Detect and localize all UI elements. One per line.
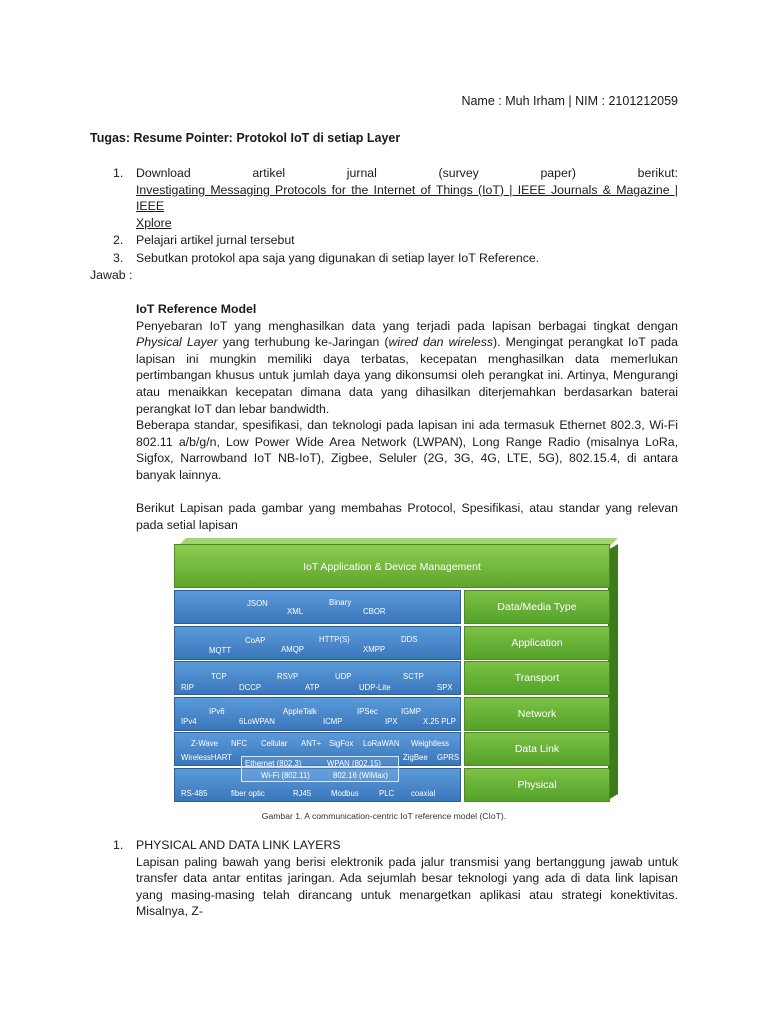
paragraph-3: Berikut Lapisan pada gambar yang membahas Protocol, Spesifikasi, atau standar yang relevan pada setial lapisan (136, 501, 678, 532)
protocol-label: UDP (335, 672, 352, 681)
layer-label-network: Network (464, 697, 610, 731)
task-item-3 (90, 250, 678, 267)
protocol-label: Cellular (261, 739, 288, 748)
protocol-label: DCCP (239, 683, 262, 692)
protocol-label: CoAP (245, 635, 266, 645)
protocol-label: SPX (437, 683, 453, 692)
protocol-label: LoRaWAN (363, 739, 400, 748)
layer-row-network (174, 697, 610, 731)
section-paragraph: Lapisan paling bawah yang berisi elektronik pada jalur transmisi yang bertanggung jawab untuk transfer data antar entitas jaringan. Ada sejumlah besar teknologi yang ada di data link lapisan yang masing-masing telah dirancang untuk menargetkan aplikasi atau strategi konektivitas. Misalnya, Z- (136, 854, 678, 919)
figure-caption: Gambar 1. A communication-centric IoT reference model (CIoT). (261, 811, 507, 821)
protocol-label: NFC (231, 739, 248, 748)
protocol-label: IPSec (357, 706, 378, 716)
layer-row-data-media (174, 590, 610, 624)
protocol-label: Binary (329, 598, 352, 607)
protocol-label: 802.16 (WiMax) (333, 770, 389, 780)
protocol-label: RIP (181, 683, 194, 692)
protocol-label: UDP-Lite (359, 683, 391, 692)
protocol-label: X.25 PLP (423, 716, 456, 726)
layer-row-physical (174, 758, 610, 802)
answer-body (136, 301, 678, 533)
list-number: 2. (113, 233, 124, 248)
task-item-2 (90, 232, 678, 249)
layer-row-application (174, 626, 610, 660)
protocol-label: IPv4 (181, 716, 197, 726)
layer-label-physical: Physical (464, 768, 610, 802)
protocol-label: TCP (211, 672, 227, 681)
layer-label-data-link: Data Link (464, 732, 610, 766)
task-item-1 (90, 165, 678, 231)
protocol-label: Weightless (411, 739, 449, 748)
protocol-block (174, 661, 461, 695)
protocol-label: SigFox (329, 739, 354, 748)
protocol-block (174, 626, 461, 660)
section-heading (90, 837, 678, 854)
protocol-label: coaxial (411, 788, 436, 798)
protocol-label: SCTP (403, 672, 424, 681)
protocol-label: WirelessHART (181, 753, 232, 762)
protocol-label: XMPP (363, 644, 386, 654)
protocol-label: WPAN (802.15) (327, 758, 382, 768)
protocol-label: ICMP (323, 716, 343, 726)
task-list (90, 165, 678, 268)
section-physical-data-link (90, 837, 678, 920)
layer-app-device-management: IoT Application & Device Management (174, 544, 610, 588)
article-link-line1[interactable]: Investigating Messaging Protocols for the Internet of Things (IoT) | IEEE Journals & Magazine | IEEE (136, 182, 678, 214)
layer-row-transport (174, 661, 610, 695)
protocol-label: Z-Wave (191, 739, 218, 748)
protocol-label: DDS (401, 634, 418, 644)
protocol-label: IPX (385, 716, 398, 726)
protocol-label: XML (287, 607, 304, 616)
protocol-label: GPRS (437, 753, 460, 762)
protocol-label: HTTP(S) (319, 634, 350, 644)
protocol-label: ANT+ (301, 739, 322, 748)
italic-term: wired dan wireless (388, 335, 494, 350)
protocol-block (174, 697, 461, 731)
protocol-label: ATP (305, 683, 320, 692)
paragraph-text: ). Mengingat perangkat IoT pada lapisan ini mungkin memiliki daya terbatas, kecepatan menghasilkan data memerlukan pertimbangan khusus untuk jumlah daya yang dikonsumsi oleh perangkat ini. Artinya, Mengurangi atau menaikkan kecepatan dimana data yang dihasilkan diterjemahkan berdasarkan baterai perangkat IoT dan lebar bandwidth. (136, 335, 678, 416)
section-title: IoT Reference Model (136, 302, 257, 316)
protocol-block (174, 590, 461, 624)
protocol-label: fiber optic (231, 788, 265, 798)
task-title: Tugas: Resume Pointer: Protokol IoT di setiap Layer (90, 131, 401, 145)
protocol-label: RJ45 (293, 788, 312, 798)
answer-label: Jawab : (90, 268, 133, 282)
protocol-label: Wi-Fi (802.11) (261, 770, 310, 780)
protocol-block (174, 758, 461, 802)
section-heading-text: PHYSICAL AND DATA LINK LAYERS (136, 838, 341, 852)
layer-label-application: Application (464, 626, 610, 660)
protocol-label: IPv6 (209, 706, 225, 716)
protocol-label: IGMP (401, 706, 421, 716)
protocol-label: Ethernet (802.3) (245, 758, 302, 768)
italic-term: Physical Layer (136, 335, 218, 350)
student-name-line: Name : Muh Irham | NIM : 2101212059 (461, 94, 678, 108)
list-number: 3. (113, 250, 124, 265)
protocol-label: PLC (379, 788, 395, 798)
task-item-text: Pelajari artikel jurnal tersebut (136, 233, 295, 248)
protocol-label: MQTT (209, 645, 232, 655)
protocol-label: 6LoWPAN (239, 716, 275, 726)
task-item-text: Download artikel jurnal (survey paper) berikut: (136, 166, 678, 180)
article-link-line2[interactable]: Xplore (136, 215, 172, 230)
paragraph-text: Penyebaran IoT yang menghasilkan data yang terjadi pada lapisan berbagai tingkat dengan (136, 318, 678, 333)
protocol-label: JSON (247, 599, 268, 608)
protocol-label: Modbus (331, 788, 359, 798)
layer-label-data-media: Data/Media Type (464, 590, 610, 624)
layer-label-transport: Transport (464, 661, 610, 695)
protocol-label: RSVP (277, 672, 299, 681)
paragraph-1 (136, 318, 678, 418)
paragraph-text: yang terhubung ke-Jaringan ( (217, 335, 389, 350)
protocol-label: ZigBee (403, 753, 428, 762)
protocol-label: AMQP (281, 644, 304, 654)
list-number: 1. (113, 838, 124, 852)
task-item-text: Sebutkan protokol apa saja yang digunakan di setiap layer IoT Reference. (136, 250, 540, 265)
iot-reference-model-diagram (174, 544, 618, 802)
protocol-label: CBOR (363, 607, 386, 616)
protocol-label: RS-485 (181, 788, 208, 798)
list-number: 1. (113, 166, 124, 180)
protocol-label: AppleTalk (283, 706, 317, 716)
paragraph-2: Beberapa standar, spesifikasi, dan teknologi pada lapisan ini ada termasuk Ethernet 802.3, Wi-Fi 802.11 a/b/g/n, Low Power Wide Area Network (LWPAN), Long Range Radio (misalnya LoRa, Sigfox, Narrowband IoT NB-IoT), Zigbee, Seluler (2G, 3G, 4G, LTE, 5G), 802.15.4, di antara banyak lainnya. (136, 418, 678, 482)
layer-rows (174, 590, 610, 803)
